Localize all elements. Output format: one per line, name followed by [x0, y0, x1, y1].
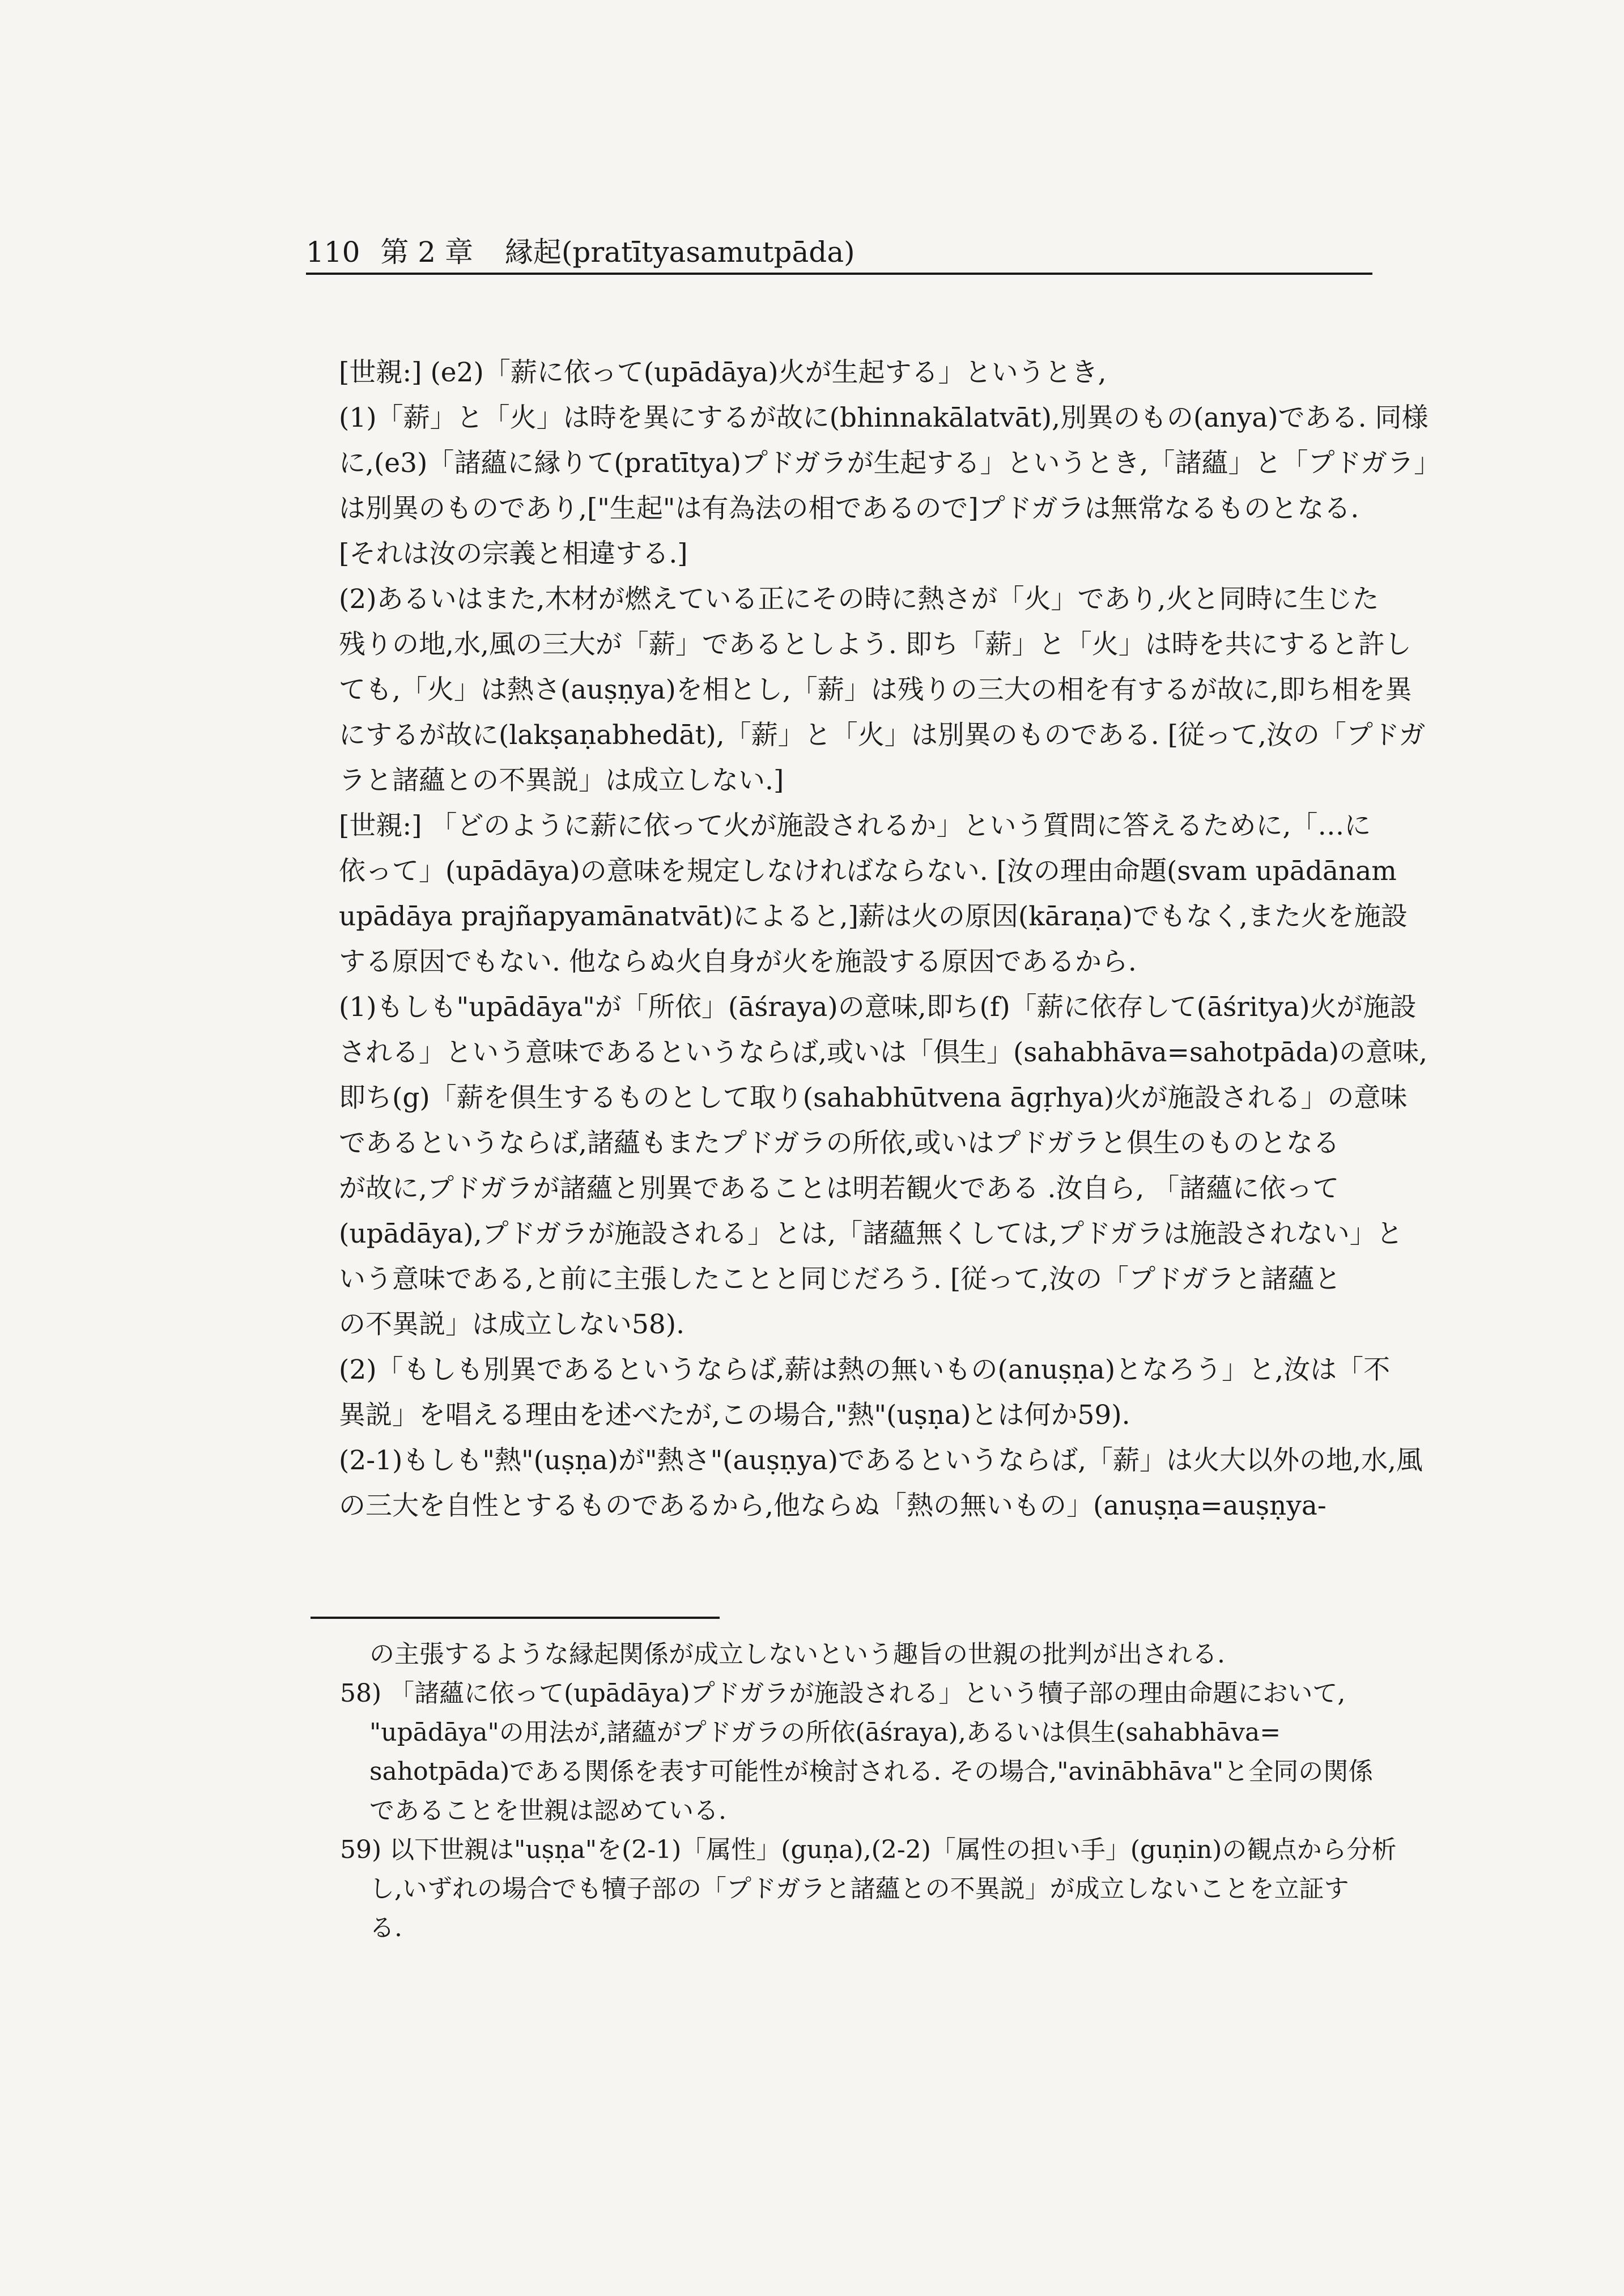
- footnote-divider: [311, 1617, 720, 1619]
- text-line: が故に,プドガラが諸蘊と別異であることは明若観火である .汝自ら, 「諸蘊に依って: [339, 1173, 1340, 1204]
- footnote-line: し,いずれの場合でも犢子部の「プドガラと諸蘊との不異説」が成立しないことを立証す: [369, 1874, 1349, 1903]
- running-header: [306, 234, 1372, 275]
- text-line: 依って」(upādāya)の意味を規定しなければならない. [汝の理由命題(svam upādānam: [339, 856, 1397, 887]
- footnote-line: "upādāya"の用法が,諸蘊がプドガラの所依(āśraya),あるいは倶生(sahabhāva=: [369, 1718, 1281, 1747]
- text-line: する原因でもない. 他ならぬ火自身が火を施設する原因であるから.: [339, 946, 1137, 977]
- text-line: [世親:] 「どのように薪に依って火が施設されるか」という質問に答えるために,「…に: [339, 810, 1371, 841]
- text-line: upādāya prajñapyamānatvāt)によると,]薪は火の原因(kāraṇa)でもなく,また火を施設: [339, 901, 1408, 932]
- page-number: 110: [306, 236, 360, 269]
- text-line: 残りの地,水,風の三大が「薪」であるとしよう. 即ち「薪」と「火」は時を共にすると許し: [339, 629, 1412, 660]
- chapter-title: 縁起(pratītyasamutpāda): [504, 236, 855, 269]
- text-line: 即ち(g)「薪を倶生するものとして取り(sahabhūtvena āgṛhya)火が施設される」の意味: [339, 1082, 1408, 1113]
- text-line: (2)あるいはまた,木材が燃えている正にその時に熱さが「火」であり,火と同時に生じた: [339, 584, 1379, 615]
- text-line: であるというならば,諸蘊もまたプドガラの所依,或いはプドガラと倶生のものとなる: [339, 1128, 1340, 1159]
- text-line: [それは汝の宗義と相違する.]: [339, 538, 688, 569]
- text-line: の三大を自性とするものであるから,他ならぬ「熱の無いもの」(anuṣṇa=auṣṇya-: [339, 1490, 1327, 1521]
- text-line: (2)「もしも別異であるというならば,薪は熱の無いもの(anuṣṇa)となろう」と,汝は「不: [339, 1354, 1391, 1385]
- footnote-line: の主張するような縁起関係が成立しないという趣旨の世親の批判が出される.: [369, 1640, 1225, 1669]
- text-line: の不異説」は成立しない58).: [339, 1309, 685, 1340]
- footnote-line: であることを世親は認めている.: [369, 1796, 726, 1825]
- text-line: に,(e3)「諸蘊に縁りて(pratītya)プドガラが生起する」というとき,「諸蘊」と「プドガラ」: [339, 448, 1441, 479]
- text-line: は別異のものであり,["生起"は有為法の相であるので]プドガラは無常なるものとなる.: [339, 493, 1359, 524]
- footnotes: [340, 1635, 1397, 1948]
- text-line: ラと諸蘊との不異説」は成立しない.]: [339, 765, 784, 796]
- text-line: (1)もしも"upādāya"が「所依」(āśraya)の意味,即ち(f)「薪に依存して(āśritya)火が施設: [339, 992, 1417, 1023]
- chapter-label: 第 2 章: [380, 236, 473, 269]
- main-text: [339, 350, 1441, 1529]
- footnote-line: 59) 以下世親は"uṣṇa"を(2-1)「属性」(guṇa),(2-2)「属性の担い手」(guṇin)の観点から分析: [340, 1835, 1397, 1864]
- footnote-line: sahotpāda)である関係を表す可能性が検討される. その場合,"avinābhāva"と全同の関係: [369, 1757, 1374, 1786]
- text-line: 異説」を唱える理由を述べたが,この場合,"熱"(uṣṇa)とは何か59).: [339, 1400, 1130, 1431]
- text-line: にするが故に(lakṣaṇabhedāt),「薪」と「火」は別異のものである. [従って,汝の「プドガ: [339, 720, 1426, 751]
- text-line: (1)「薪」と「火」は時を異にするが故に(bhinnakālatvāt),別異のもの(anya)である. 同様: [339, 402, 1429, 433]
- text-line: いう意味である,と前に主張したことと同じだろう. [従って,汝の「プドガラと諸蘊と: [339, 1264, 1341, 1295]
- text-line: される」という意味であるというならば,或いは「倶生」(sahabhāva=sahotpāda)の意味,: [339, 1037, 1428, 1068]
- text-line: [世親:] (e2)「薪に依って(upādāya)火が生起する」というとき,: [339, 357, 1107, 388]
- text-line: (2-1)もしも"熱"(uṣṇa)が"熱さ"(auṣṇya)であるというならば,「薪」は火大以外の地,水,風: [339, 1445, 1423, 1476]
- text-line: ても,「火」は熱さ(auṣṇya)を相とし,「薪」は残りの三大の相を有するが故に,即ち相を異: [339, 674, 1412, 705]
- footnote-line: る.: [369, 1914, 402, 1942]
- text-line: (upādāya),プドガラが施設される」とは,「諸蘊無くしては,プドガラは施設されない」と: [339, 1218, 1403, 1249]
- footnote-line: 58) 「諸蘊に依って(upādāya)プドガラが施設される」という犢子部の理由命題において,: [340, 1679, 1346, 1708]
